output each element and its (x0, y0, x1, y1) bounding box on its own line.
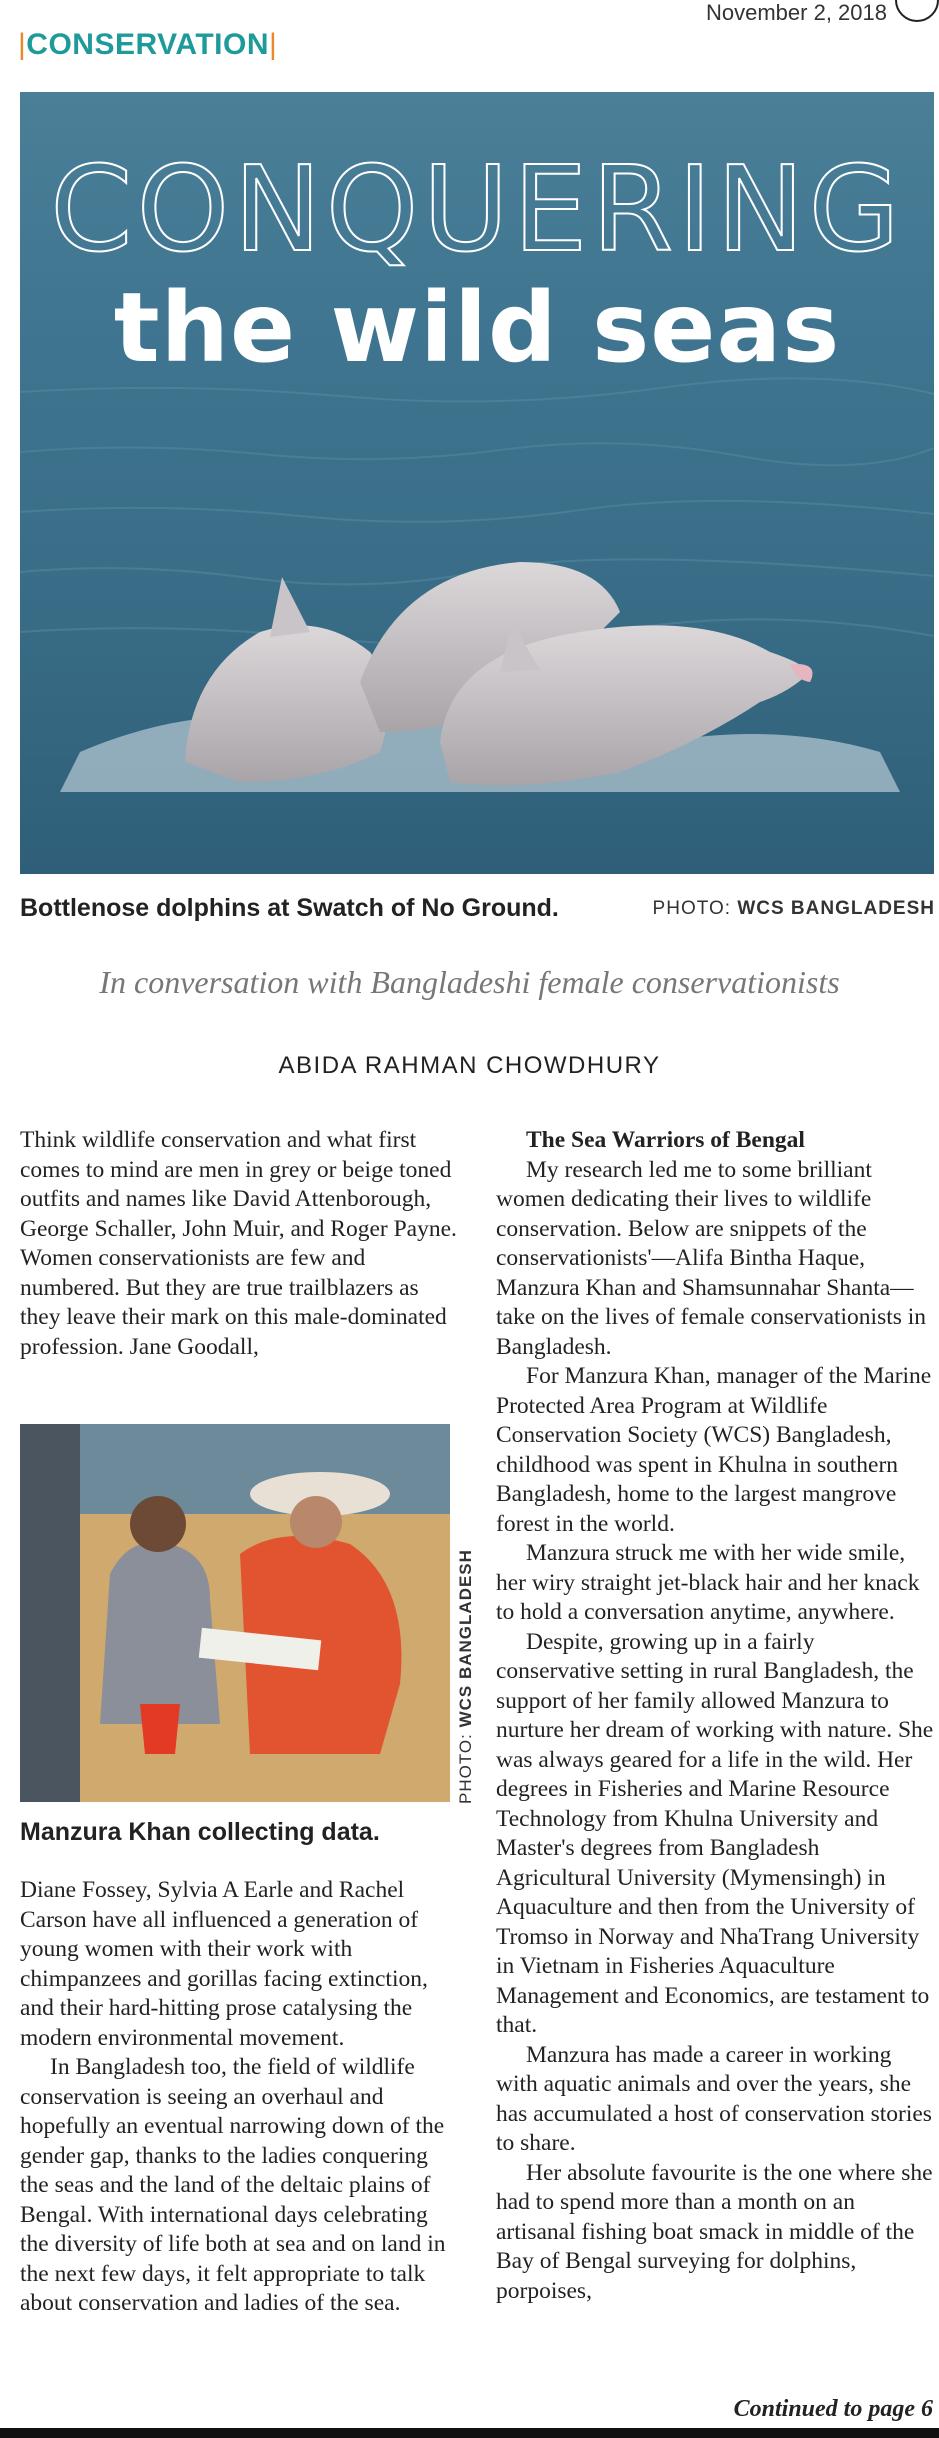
article-right-para-5: Manzura has made a career in working with aquatic animals and over the years, she has accumulated a host of conservation stories to share. (496, 2041, 932, 2156)
headline-wild-seas: the wild seas (113, 272, 841, 384)
article-left-para-3: In Bangladesh too, the field of wildlife conservation is seeing an overhaul and hopefully an eventual narrowing down of the gender gap, thanks to the ladies conquering the seas and the land of the deltaic plains of Bengal. With international days celebrating the diversity of life both at sea and on land in the next few days, it felt appropriate to talk about conservation and ladies of the sea. (20, 2054, 446, 2316)
article-section-subtitle: The Sea Warriors of Bengal (526, 1127, 805, 1153)
article-right-para-4: Despite, growing up in a fairly conservative setting in rural Bangladesh, the support of her family allowed Manzura to nurture her dream of working with nature. She was always geared for a life in the wild. Her degrees in Fisheries and Marine Resource Technology from Khulna University and Master's degrees from Bangladesh Agricultural University (Mymensingh) in Aquaculture and then from the University of Tromso in Norway and NhaTrang University in Vietnam in Fisheries Aquaculture Management and Economics, are testament to that. (496, 1628, 934, 2038)
article-byline: ABIDA RAHMAN CHOWDHURY (278, 1052, 661, 1079)
photo2-caption: Manzura Khan collecting data. (20, 1818, 380, 1846)
credit-label: PHOTO: (456, 1727, 475, 1804)
dolphin-left-fin (270, 577, 310, 637)
person-female-head (290, 1496, 342, 1548)
credit-source: WCS BANGLADESH (737, 898, 935, 919)
field-photo-illustration (20, 1424, 450, 1802)
article-subhead: In conversation with Bangladeshi female conservationists (99, 964, 840, 1000)
credit-label: PHOTO: (652, 898, 738, 919)
page-circle-mark (895, 0, 939, 22)
article-left-para-2: Diane Fossey, Sylvia A Earle and Rachel Carson have all influenced a generation of young women with their work with chimpanzees and gorillas facing extinction, and their hard-hitting prose catalysing the modern environmental movement. (20, 1877, 428, 2051)
section-label (18, 28, 277, 62)
photo-manzura-khan (20, 1424, 450, 1802)
red-bucket (140, 1704, 180, 1754)
article-left-para-1: Think wildlife conservation and what first comes to mind are men in grey or beige toned outfits and names like David Attenborough, George Schaller, John Muir, and Roger Payne. Women conservationists are few and numbered. But they are true trailblazers as they leave their mark on this male-dominated profession. Jane Goodall, (20, 1127, 457, 1360)
article-right-para-1: My research led me to some brilliant women dedicating their lives to wildlife conservation. Below are snippets of the conservationists'—Alifa Bintha Haque, Manzura Khan and Shamsunnahar Shanta—take on the lives of female conservationists in Bangladesh. (496, 1156, 927, 1360)
article-right-column (496, 1126, 936, 2306)
article-right-para-3: Manzura struck me with her wide smile, her wiry straight jet-black hair and her knack to hold a conversation anytime, anywhere. (496, 1540, 920, 1625)
dolphin-left (185, 625, 388, 782)
issue-date: November 2, 2018 (706, 0, 887, 25)
hero-photo-credit (653, 898, 935, 920)
credit-source: WCS BANGLADESH (456, 1549, 475, 1728)
article-left-column-bottom (20, 1876, 460, 2319)
page-bottom-rule (0, 2428, 939, 2438)
article-right-para-2: For Manzura Khan, manager of the Marine Protected Area Program at Wildlife Conservation Society (WCS) Bangladesh, childhood was spent in Khulna in southern Bangladesh, home to the largest mangrove forest in the world. (496, 1363, 932, 1537)
headline-conquering: CONQUERING (50, 140, 904, 278)
section-title: CONSERVATION (26, 28, 269, 61)
section-bar-left: | (18, 28, 27, 61)
photo2-credit (456, 1549, 476, 1804)
section-bar-right: | (269, 28, 278, 61)
continued-link[interactable]: Continued to page 6 (733, 2396, 933, 2422)
article-right-para-6: Her absolute favourite is the one where she had to spend more than a month on an artisanal fishing boat smack in middle of the Bay of Bengal surveying for dolphins, porpoises, (496, 2159, 933, 2304)
person-male-head (130, 1496, 186, 1552)
hero-caption: Bottlenose dolphins at Swatch of No Ground. (20, 894, 559, 922)
hero-photo-dolphins (20, 92, 934, 874)
